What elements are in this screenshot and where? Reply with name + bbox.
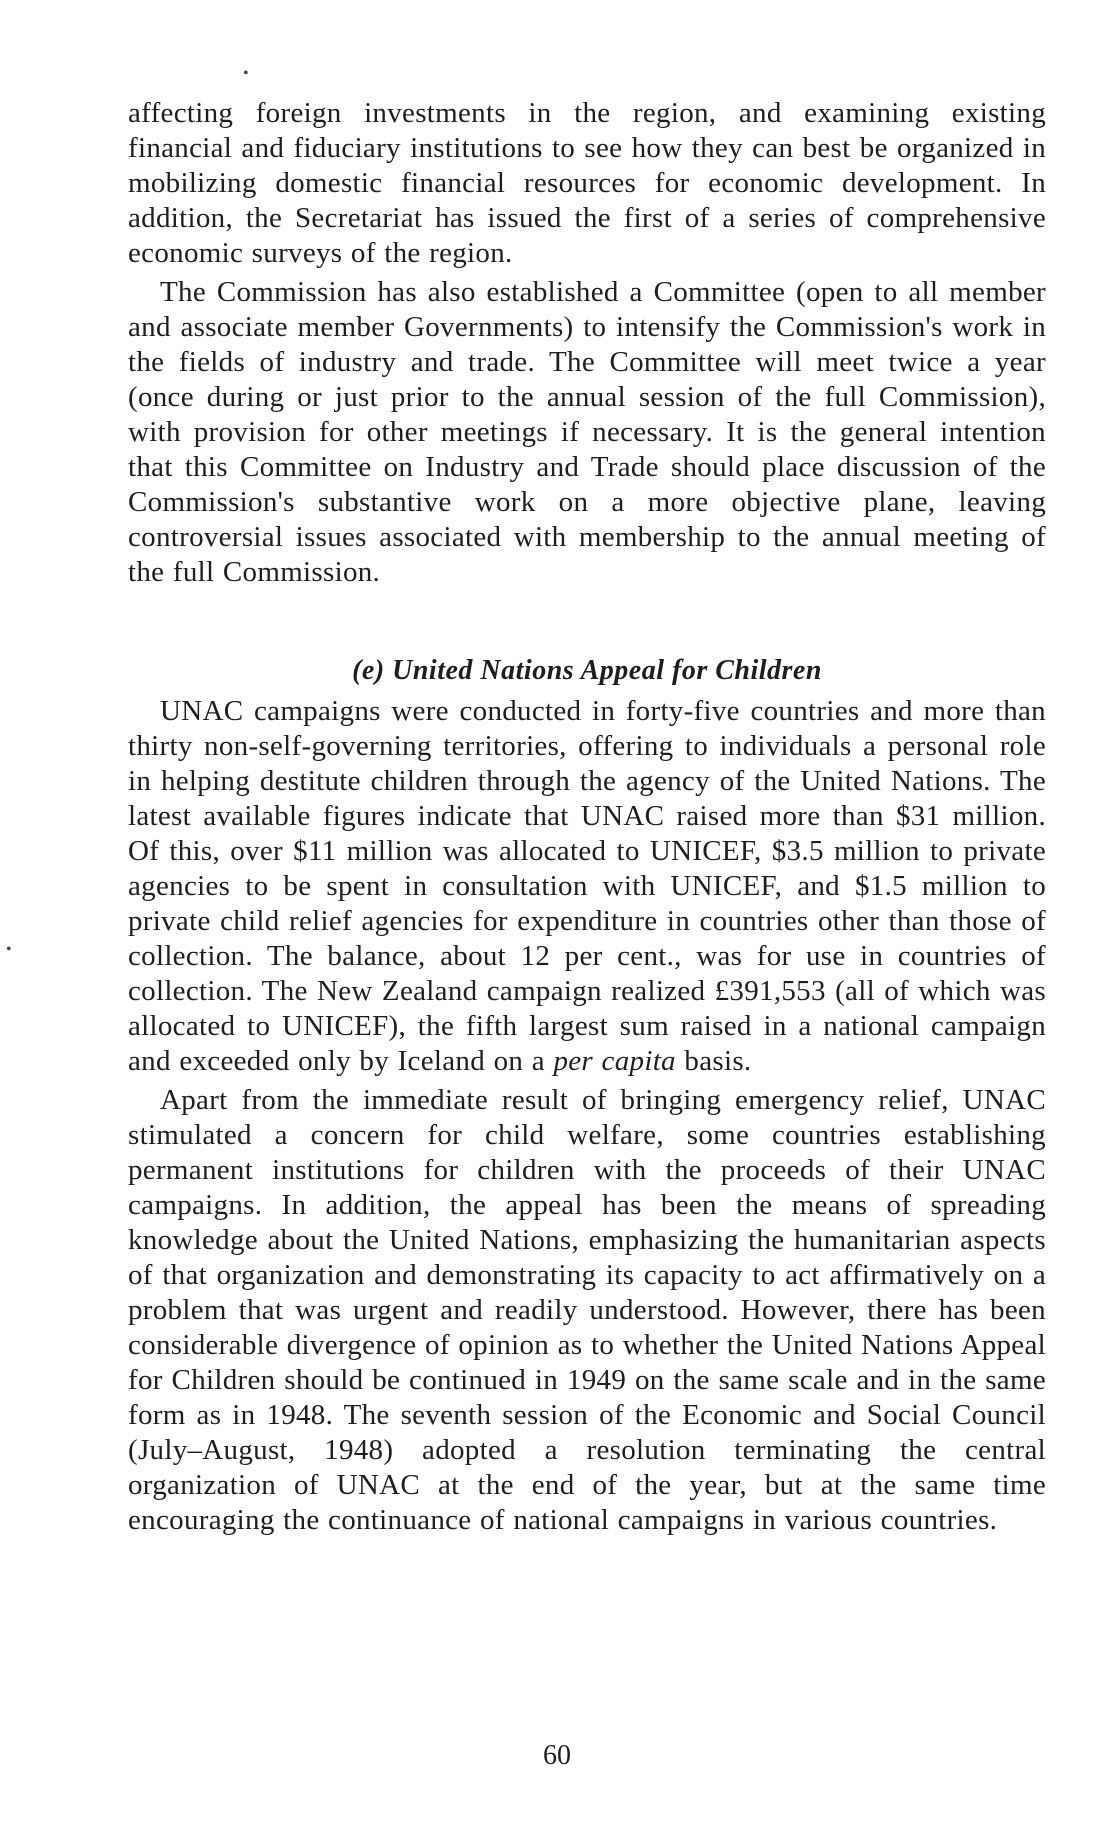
page-number: 60 <box>543 1740 571 1771</box>
italic-per-capita: per capita <box>553 1045 676 1077</box>
stray-mark-top: • <box>243 65 249 82</box>
paragraph-unac-campaigns-text: UNAC campaigns were conducted in forty-five countries and more than thirty non-self-governing territories, offering to individuals a personal role in helping destitute children through the agency of the United Nations. The latest available figures indicate that UNAC raised more than $31 million. Of this, over $11 million was allocated to UNICEF, $3.5 million to private agencies to be spent in consultation with UNICEF, and $1.5 million to private child relief agencies for expenditure in countries other than those of collection. The balance, about 12 per cent., was for use in countries of collection. The New Zealand campaign realized £391,553 (all of which was allocated to UNICEF), the fifth largest sum raised in a national campaign and exceeded only by Iceland on a <box>128 695 1046 1077</box>
paragraph-unac-campaigns-end: basis. <box>684 1045 752 1077</box>
stray-mark-left: • <box>6 941 12 958</box>
paragraph-committee-industry-trade: The Commission has also established a Committee (open to all member and associate member Governments) to intensify the Commission's work in the fields of industry and trade. The Committee will meet twice a year (once during or just prior to the annual session of the full Commission), with provision for other meetings if necessary. It is the general intention that this Committee on Industry and Trade should place discussion of the Commission's substantive work on a more objective plane, leaving controversial issues associated with membership to the annual meeting of the full Commission. <box>128 276 1046 588</box>
paragraph-unac-campaigns <box>128 694 1046 1079</box>
paragraph-unac-results: Apart from the immediate result of bringing emergency relief, UNAC stimulated a concern for child welfare, some countries establishing permanent institutions for children with the proceeds of their UNAC campaigns. In addition, the appeal has been the means of spreading knowledge about the United Nations, emphasizing the humanitarian aspects of that organization and demonstrating its capacity to act affirmatively on a problem that was urgent and readily understood. However, there has been considerable divergence of opinion as to whether the United Nations Appeal for Children should be continued in 1949 on the same scale and in the same form as in 1948. The seventh session of the Economic and Social Council (July–August, 1948) adopted a resolution terminating the central organization of UNAC at the end of the year, but at the same time encouraging the continuance of national campaigns in various countries. <box>128 1084 1046 1536</box>
section-heading-unac: (e) United Nations Appeal for Children <box>352 655 822 686</box>
document-page <box>128 96 1046 1538</box>
paragraph-foreign-investments: affecting foreign investments in the region, and examining existing financial and fiduciary institutions to see how they can best be organized in mobilizing domestic financial resources for economic development. In addition, the Secretariat has issued the first of a series of comprehensive economic surveys of the region. <box>128 97 1046 269</box>
